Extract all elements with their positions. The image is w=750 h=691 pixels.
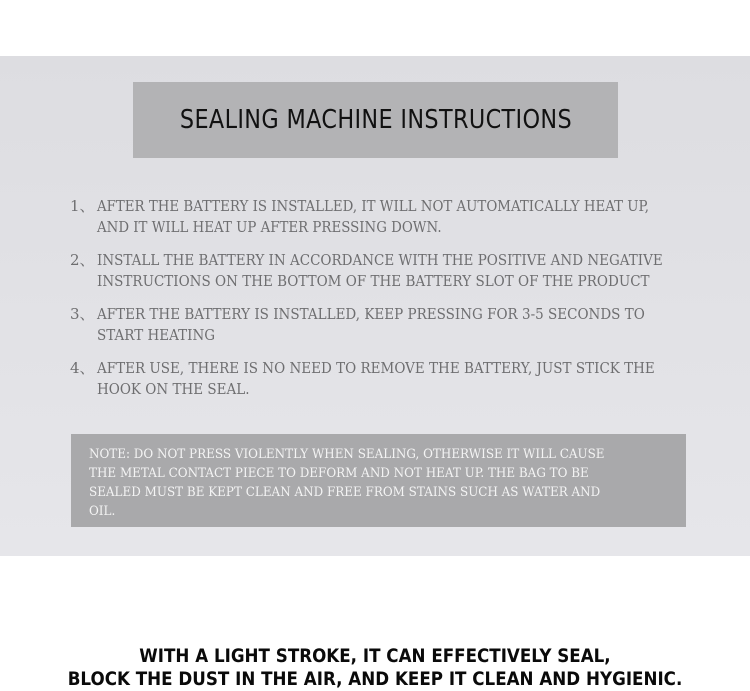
instruction-number: 3、 — [70, 305, 95, 323]
instruction-number: 1、 — [70, 197, 95, 215]
instruction-text — [97, 196, 651, 238]
instruction-line: AND IT WILL HEAT UP AFTER PRESSING DOWN. — [97, 218, 442, 236]
title-banner — [133, 82, 618, 158]
instruction-item — [70, 358, 720, 400]
instruction-item — [70, 196, 720, 238]
instructions-panel — [0, 56, 750, 556]
instruction-line: AFTER THE BATTERY IS INSTALLED, KEEP PRESSING FOR 3-5 SECONDS TO — [97, 305, 645, 323]
instruction-item — [70, 304, 720, 346]
note-line: OIL. — [89, 504, 116, 519]
instruction-text — [97, 250, 663, 292]
note-line: NOTE: DO NOT PRESS VIOLENTLY WHEN SEALING, OTHERWISE IT WILL CAUSE — [89, 447, 605, 462]
page-title: SEALING MACHINE INSTRUCTIONS — [179, 105, 572, 135]
instruction-text — [97, 358, 658, 400]
instruction-line: START HEATING — [97, 326, 216, 344]
note-line: THE METAL CONTACT PIECE TO DEFORM AND NOT HEAT UP. THE BAG TO BE — [89, 466, 589, 481]
instruction-line: HOOK ON THE SEAL. — [97, 380, 250, 398]
tagline-line-2: BLOCK THE DUST IN THE AIR, AND KEEP IT CLEAN AND HYGIENIC. — [67, 668, 683, 690]
instruction-line: INSTRUCTIONS ON THE BOTTOM OF THE BATTERY SLOT OF THE PRODUCT — [97, 272, 650, 290]
instruction-item — [70, 250, 720, 292]
tagline-line-1: WITH A LIGHT STROKE, IT CAN EFFECTIVELY SEAL, — [139, 645, 611, 667]
note-text — [89, 445, 605, 521]
instruction-text — [97, 304, 658, 346]
footer-tagline — [0, 645, 750, 691]
instruction-number: 2、 — [70, 251, 95, 269]
instruction-number: 4、 — [70, 359, 95, 377]
instruction-list — [70, 196, 720, 412]
note-box — [71, 434, 686, 527]
instruction-line: AFTER USE, THERE IS NO NEED TO REMOVE THE BATTERY, JUST STICK THE — [97, 359, 655, 377]
instruction-line: INSTALL THE BATTERY IN ACCORDANCE WITH THE POSITIVE AND NEGATIVE — [97, 251, 663, 269]
instruction-line: AFTER THE BATTERY IS INSTALLED, IT WILL NOT AUTOMATICALLY HEAT UP, — [97, 197, 650, 215]
note-line: SEALED MUST BE KEPT CLEAN AND FREE FROM STAINS SUCH AS WATER AND — [89, 485, 601, 500]
